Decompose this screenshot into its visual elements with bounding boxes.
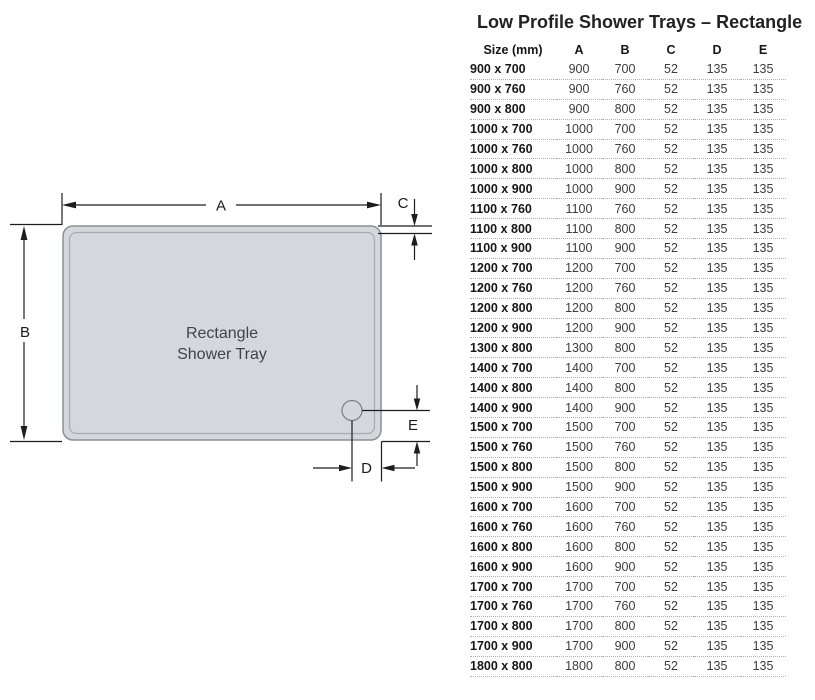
value-cell: 760 xyxy=(602,597,648,617)
value-cell: 900 xyxy=(602,636,648,656)
value-cell: 135 xyxy=(740,557,786,577)
size-cell: 1600 x 900 xyxy=(470,557,556,577)
size-cell: 1600 x 800 xyxy=(470,537,556,557)
value-cell: 1700 xyxy=(556,577,602,597)
table-row xyxy=(470,437,786,457)
value-cell: 700 xyxy=(602,60,648,79)
table-row xyxy=(470,557,786,577)
waste-hole-circle xyxy=(342,401,362,421)
value-cell: 800 xyxy=(602,99,648,119)
value-cell: 135 xyxy=(740,298,786,318)
value-cell: 700 xyxy=(602,119,648,139)
dimension-a xyxy=(62,193,381,225)
dim-label-e: E xyxy=(407,417,419,434)
value-cell: 135 xyxy=(694,219,740,239)
spec-table-header xyxy=(470,40,786,60)
value-cell: 1500 xyxy=(556,457,602,477)
value-cell: 135 xyxy=(694,616,740,636)
value-cell: 135 xyxy=(740,497,786,517)
value-cell: 135 xyxy=(740,616,786,636)
value-cell: 900 xyxy=(556,99,602,119)
value-cell: 135 xyxy=(694,418,740,438)
size-cell: 1200 x 760 xyxy=(470,278,556,298)
table-row xyxy=(470,597,786,617)
value-cell: 135 xyxy=(740,636,786,656)
value-cell: 52 xyxy=(648,219,694,239)
size-cell: 1200 x 800 xyxy=(470,298,556,318)
value-cell: 760 xyxy=(602,278,648,298)
table-row xyxy=(470,537,786,557)
value-cell: 135 xyxy=(694,139,740,159)
value-cell: 52 xyxy=(648,437,694,457)
value-cell: 135 xyxy=(694,398,740,418)
value-cell: 800 xyxy=(602,338,648,358)
value-cell: 800 xyxy=(602,298,648,318)
value-cell: 135 xyxy=(694,557,740,577)
value-cell: 1200 xyxy=(556,258,602,278)
size-cell: 1000 x 700 xyxy=(470,119,556,139)
arrow-up-icon xyxy=(411,234,418,246)
value-cell: 1400 xyxy=(556,358,602,378)
value-cell: 800 xyxy=(602,457,648,477)
spec-table xyxy=(470,40,786,677)
value-cell: 1500 xyxy=(556,477,602,497)
table-row xyxy=(470,79,786,99)
size-cell: 1500 x 760 xyxy=(470,437,556,457)
value-cell: 135 xyxy=(694,656,740,676)
size-cell: 1500 x 900 xyxy=(470,477,556,497)
value-cell: 52 xyxy=(648,656,694,676)
value-cell: 1000 xyxy=(556,159,602,179)
dim-label-a: A xyxy=(215,197,227,215)
value-cell: 900 xyxy=(602,477,648,497)
size-cell: 1500 x 700 xyxy=(470,418,556,438)
col-header-c: C xyxy=(666,43,676,57)
value-cell: 1100 xyxy=(556,239,602,259)
table-row xyxy=(470,219,786,239)
value-cell: 52 xyxy=(648,616,694,636)
value-cell: 135 xyxy=(740,239,786,259)
tray-diagram-svg xyxy=(0,185,460,500)
page-title: Low Profile Shower Trays – Rectangle xyxy=(477,12,803,32)
value-cell: 1500 xyxy=(556,437,602,457)
col-header-b: B xyxy=(620,43,630,57)
value-cell: 1600 xyxy=(556,537,602,557)
value-cell: 52 xyxy=(648,378,694,398)
col-header-d: D xyxy=(712,43,722,57)
arrow-up-icon xyxy=(414,442,421,454)
shower-tray-diagram xyxy=(0,185,460,500)
value-cell: 135 xyxy=(740,358,786,378)
tray-label-line2: Shower Tray xyxy=(177,346,267,363)
col-header-e: E xyxy=(758,43,768,57)
size-cell: 1000 x 800 xyxy=(470,159,556,179)
arrow-left-icon xyxy=(62,202,76,209)
value-cell: 52 xyxy=(648,338,694,358)
value-cell: 135 xyxy=(740,258,786,278)
value-cell: 135 xyxy=(740,517,786,537)
value-cell: 135 xyxy=(740,378,786,398)
value-cell: 700 xyxy=(602,358,648,378)
value-cell: 135 xyxy=(740,278,786,298)
value-cell: 800 xyxy=(602,219,648,239)
value-cell: 135 xyxy=(694,159,740,179)
value-cell: 135 xyxy=(694,497,740,517)
value-cell: 700 xyxy=(602,577,648,597)
value-cell: 135 xyxy=(740,437,786,457)
value-cell: 135 xyxy=(694,457,740,477)
value-cell: 52 xyxy=(648,278,694,298)
value-cell: 135 xyxy=(740,99,786,119)
dim-label-b: B xyxy=(19,324,31,341)
value-cell: 135 xyxy=(694,437,740,457)
value-cell: 135 xyxy=(694,258,740,278)
table-row xyxy=(470,278,786,298)
value-cell: 135 xyxy=(694,60,740,79)
table-row xyxy=(470,199,786,219)
value-cell: 52 xyxy=(648,557,694,577)
value-cell: 1800 xyxy=(556,656,602,676)
value-cell: 135 xyxy=(740,318,786,338)
value-cell: 135 xyxy=(740,597,786,617)
value-cell: 52 xyxy=(648,398,694,418)
size-cell: 900 x 700 xyxy=(470,60,556,79)
value-cell: 135 xyxy=(694,179,740,199)
value-cell: 52 xyxy=(648,597,694,617)
size-cell: 1600 x 760 xyxy=(470,517,556,537)
value-cell: 135 xyxy=(694,318,740,338)
value-cell: 800 xyxy=(602,378,648,398)
value-cell: 52 xyxy=(648,179,694,199)
arrow-down-icon xyxy=(414,399,421,411)
value-cell: 52 xyxy=(648,636,694,656)
value-cell: 52 xyxy=(648,139,694,159)
value-cell: 135 xyxy=(740,338,786,358)
table-row xyxy=(470,119,786,139)
arrow-right-icon xyxy=(339,465,352,472)
table-row xyxy=(470,298,786,318)
value-cell: 760 xyxy=(602,437,648,457)
table-row xyxy=(470,318,786,338)
value-cell: 135 xyxy=(740,656,786,676)
size-cell: 1100 x 800 xyxy=(470,219,556,239)
col-header-a: A xyxy=(574,43,584,57)
value-cell: 135 xyxy=(694,338,740,358)
value-cell: 135 xyxy=(740,199,786,219)
table-row xyxy=(470,258,786,278)
value-cell: 52 xyxy=(648,457,694,477)
table-row xyxy=(470,60,786,79)
value-cell: 52 xyxy=(648,358,694,378)
value-cell: 1700 xyxy=(556,636,602,656)
arrow-down-icon xyxy=(411,214,418,226)
table-row xyxy=(470,636,786,656)
value-cell: 52 xyxy=(648,477,694,497)
value-cell: 135 xyxy=(740,79,786,99)
value-cell: 135 xyxy=(740,219,786,239)
value-cell: 1000 xyxy=(556,139,602,159)
col-header-size: Size (mm) xyxy=(483,43,543,57)
value-cell: 135 xyxy=(694,99,740,119)
value-cell: 1500 xyxy=(556,418,602,438)
value-cell: 52 xyxy=(648,418,694,438)
arrow-left-icon xyxy=(382,465,395,472)
table-row xyxy=(470,358,786,378)
value-cell: 135 xyxy=(740,139,786,159)
value-cell: 52 xyxy=(648,159,694,179)
tray-label-line1: Rectangle xyxy=(185,325,259,342)
size-cell: 1100 x 900 xyxy=(470,239,556,259)
value-cell: 1000 xyxy=(556,119,602,139)
table-row xyxy=(470,656,786,676)
table-row xyxy=(470,616,786,636)
value-cell: 135 xyxy=(740,537,786,557)
value-cell: 800 xyxy=(602,159,648,179)
size-cell: 1700 x 900 xyxy=(470,636,556,656)
value-cell: 1700 xyxy=(556,597,602,617)
value-cell: 1200 xyxy=(556,298,602,318)
table-row xyxy=(470,338,786,358)
size-cell: 1000 x 760 xyxy=(470,139,556,159)
size-cell: 900 x 760 xyxy=(470,79,556,99)
value-cell: 135 xyxy=(694,278,740,298)
value-cell: 1200 xyxy=(556,318,602,338)
value-cell: 1000 xyxy=(556,179,602,199)
value-cell: 52 xyxy=(648,517,694,537)
table-row xyxy=(470,418,786,438)
value-cell: 52 xyxy=(648,239,694,259)
value-cell: 135 xyxy=(694,378,740,398)
size-cell: 1700 x 760 xyxy=(470,597,556,617)
dimension-c xyxy=(378,195,432,260)
size-cell: 1400 x 700 xyxy=(470,358,556,378)
value-cell: 135 xyxy=(694,199,740,219)
value-cell: 1100 xyxy=(556,219,602,239)
size-cell: 1100 x 760 xyxy=(470,199,556,219)
value-cell: 1200 xyxy=(556,278,602,298)
spec-panel xyxy=(470,8,803,677)
value-cell: 135 xyxy=(694,239,740,259)
value-cell: 1400 xyxy=(556,398,602,418)
value-cell: 52 xyxy=(648,258,694,278)
value-cell: 1600 xyxy=(556,517,602,537)
value-cell: 135 xyxy=(694,577,740,597)
value-cell: 1400 xyxy=(556,378,602,398)
value-cell: 135 xyxy=(740,477,786,497)
value-cell: 135 xyxy=(694,636,740,656)
value-cell: 900 xyxy=(602,318,648,338)
size-cell: 1500 x 800 xyxy=(470,457,556,477)
value-cell: 900 xyxy=(602,398,648,418)
size-cell: 1300 x 800 xyxy=(470,338,556,358)
value-cell: 1600 xyxy=(556,557,602,577)
table-row xyxy=(470,517,786,537)
value-cell: 135 xyxy=(740,119,786,139)
size-cell: 1800 x 800 xyxy=(470,656,556,676)
table-row xyxy=(470,378,786,398)
size-cell: 1700 x 700 xyxy=(470,577,556,597)
value-cell: 52 xyxy=(648,298,694,318)
value-cell: 760 xyxy=(602,79,648,99)
value-cell: 52 xyxy=(648,318,694,338)
value-cell: 135 xyxy=(740,577,786,597)
table-row xyxy=(470,179,786,199)
table-row xyxy=(470,497,786,517)
value-cell: 52 xyxy=(648,577,694,597)
table-row xyxy=(470,239,786,259)
arrow-down-icon xyxy=(21,426,28,440)
dim-label-d: D xyxy=(361,460,372,477)
size-cell: 1200 x 700 xyxy=(470,258,556,278)
value-cell: 135 xyxy=(694,358,740,378)
table-row xyxy=(470,477,786,497)
value-cell: 135 xyxy=(740,179,786,199)
value-cell: 52 xyxy=(648,199,694,219)
value-cell: 900 xyxy=(556,79,602,99)
value-cell: 1300 xyxy=(556,338,602,358)
value-cell: 700 xyxy=(602,258,648,278)
size-cell: 900 x 800 xyxy=(470,99,556,119)
table-row xyxy=(470,139,786,159)
value-cell: 52 xyxy=(648,79,694,99)
value-cell: 700 xyxy=(602,497,648,517)
value-cell: 52 xyxy=(648,537,694,557)
value-cell: 52 xyxy=(648,497,694,517)
table-row xyxy=(470,99,786,119)
value-cell: 1700 xyxy=(556,616,602,636)
value-cell: 760 xyxy=(602,199,648,219)
table-row xyxy=(470,398,786,418)
size-cell: 1600 x 700 xyxy=(470,497,556,517)
arrow-up-icon xyxy=(21,226,28,240)
value-cell: 760 xyxy=(602,517,648,537)
size-cell: 1700 x 800 xyxy=(470,616,556,636)
value-cell: 800 xyxy=(602,537,648,557)
dim-label-c: C xyxy=(397,195,409,212)
value-cell: 52 xyxy=(648,99,694,119)
value-cell: 1600 xyxy=(556,497,602,517)
value-cell: 900 xyxy=(602,557,648,577)
size-cell: 1400 x 900 xyxy=(470,398,556,418)
table-row xyxy=(470,577,786,597)
value-cell: 135 xyxy=(694,477,740,497)
arrow-right-icon xyxy=(367,202,381,209)
value-cell: 135 xyxy=(694,79,740,99)
value-cell: 135 xyxy=(694,537,740,557)
value-cell: 135 xyxy=(694,119,740,139)
value-cell: 900 xyxy=(602,179,648,199)
value-cell: 135 xyxy=(740,398,786,418)
value-cell: 52 xyxy=(648,119,694,139)
value-cell: 135 xyxy=(694,298,740,318)
value-cell: 760 xyxy=(602,139,648,159)
value-cell: 900 xyxy=(556,60,602,79)
value-cell: 52 xyxy=(648,60,694,79)
size-cell: 1400 x 800 xyxy=(470,378,556,398)
value-cell: 800 xyxy=(602,616,648,636)
value-cell: 135 xyxy=(694,597,740,617)
value-cell: 135 xyxy=(740,60,786,79)
value-cell: 135 xyxy=(740,457,786,477)
value-cell: 1100 xyxy=(556,199,602,219)
value-cell: 700 xyxy=(602,418,648,438)
table-row xyxy=(470,159,786,179)
value-cell: 800 xyxy=(602,656,648,676)
size-cell: 1200 x 900 xyxy=(470,318,556,338)
value-cell: 135 xyxy=(740,418,786,438)
value-cell: 135 xyxy=(740,159,786,179)
value-cell: 135 xyxy=(694,517,740,537)
size-cell: 1000 x 900 xyxy=(470,179,556,199)
table-row xyxy=(470,457,786,477)
value-cell: 900 xyxy=(602,239,648,259)
dimension-b xyxy=(10,225,62,442)
